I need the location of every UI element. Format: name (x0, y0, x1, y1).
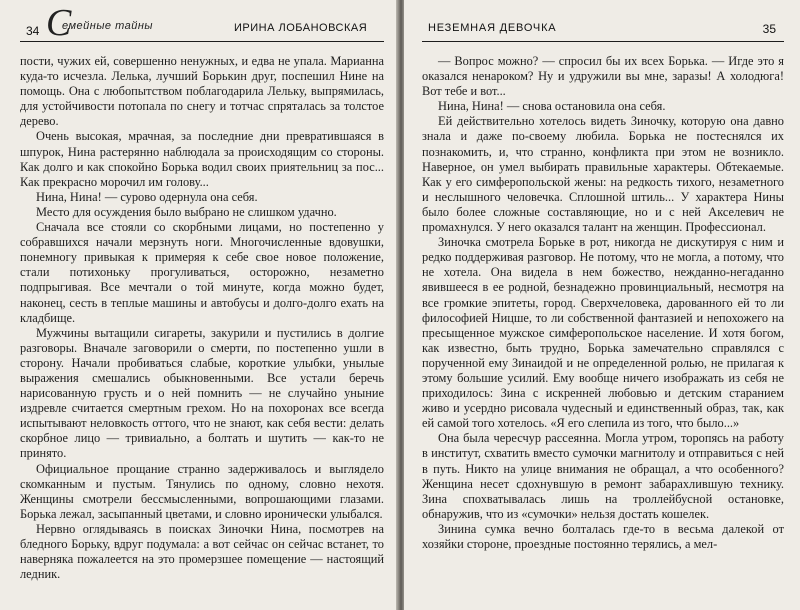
series-title: емейные тайны (62, 20, 154, 32)
paragraph: Зинина сумка вечно болталась где-то в весьма далекой от хозяйки стороне, проездные постоянно терялись, а мел- (422, 521, 784, 551)
right-running-header (422, 0, 784, 42)
paragraph: Официальное прощание странно задерживалось и выглядело скомканным и пустым. Тянулись по одному, словно нехотя. Женщины смотрели бессмысленными, вопрошающими глазами. Борька лежал, засыпанный цветами, и словно иронически улыбался. (20, 461, 384, 521)
paragraph: Нина, Нина! — снова остановила она себя. (438, 99, 666, 114)
paragraph: пости, чужих ей, совершенно ненужных, и едва не упала. Марианна куда-то исчезла. Лелька, лучший Борькин друг, поспешил Нине на помощь. Она с любопытством поблагодарила Лельку, выпрямилась, для устойчивости потопала по снегу и тотчас спряталась за толстое дерево. (20, 54, 384, 129)
paragraph: Ей действительно хотелось видеть Зиночку, которую она давно знала и даже по-своему любила. Борька не постеснялся их познакомить, и, что странно, конфликта при этом не возникло. Наверное, он умел выбирать правильные характеры. Обтекаемые. Как у его симферопольской жены: на редкость тихого, незаметного и неслышного человечка. Сплошной штиль... У характера Нины было более сложные составляющие, но и с ней Акселевич не промахнулся. У него оказался талант на женщин. Профессионал. (422, 114, 784, 235)
paragraph: Зиночка смотрела Борьке в рот, никогда не дискутируя с ним и редко поддерживая разговор. Не потому, что не могла, а потому, что не хотела. Она видела в нем божество, нежданно-негаданно явившееся в ее родной, безнадежно провинциальный, несмотря на все громкие эпитеты, город. Сверхчеловека, дарованного ей то ли философией Ницше, то ли собственной фантазией и непохожего на пресыщенное мужское симферопольское население. И хотя богом, как известно, быть трудно, Борька замечательно справлялся с порученной ему Зинаидой и не определенной ролью, не прилагая к этому большие усилий. Ему вообще ничего изображать из себя не приходилось: Зина с искренней любовью и детским старанием живо и усердно рисовала чудесный и единственный образ, так, как ей самой того хотелось. «Я его слепила из того, что было...» (422, 235, 784, 431)
book-title: НЕЗЕМНАЯ ДЕВОЧКА (428, 22, 557, 34)
paragraph: Место для осуждения было выбрано не слишком удачно. (36, 204, 337, 219)
left-page (0, 0, 398, 610)
left-page-text (20, 54, 384, 582)
left-running-header (20, 0, 384, 42)
paragraph: Она была чересчур рассеянна. Могла утром, торопясь на работу в институт, схватить вместо сумочки магнитолу и отправиться с ней в путь. Никто на улице внимания не обращал, а что особенного? Женщина несет сдохнувшую в ремонт забарахлившую технику. Зина спохватывалась лишь на троллейбусной остановке, обнаружив, что из «сумочки» нельзя достать кошелек. (422, 431, 784, 521)
paragraph: Нина, Нина! — сурово одернула она себя. (36, 189, 258, 204)
right-page (404, 0, 800, 610)
left-page-number: 34 (26, 24, 40, 38)
paragraph: Сначала все стояли со скорбными лицами, но постепенно у собравшихся начали мерзнуть ноги. Многочисленные вдовушки, понемногу привыкая к примеряя к себе свое новое положение, стали потихоньку прогуливаться, осторожно, незаметно подпрыгивая. Все мечтали о той минуте, когда можно будет, наконец, сесть в теплые машины и автобусы и долго-долго ехать на кладбище. (20, 220, 384, 325)
paragraph: Мужчины вытащили сигареты, закурили и пустились в долгие разговоры. Вначале заговорили о смерти, по постепенно ушли в сторону. Начали пробиваться слабые, короткие улыбки, унылые выражения смешались обыкновенными. Все устали беречь нарисованную грусть и о ней помнить — не случайно уныние издревле считается смертным грехом. Но на похоронах все всегда испытывают неловкость оттого, что не знают, как себя вести: делать скорбное лицо — тривиально, а болтать и шутить — как-то не принято. (20, 325, 384, 461)
paragraph: Нервно оглядываясь в поисках Зиночки Нина, посмотрев на бледного Борьку, вдруг подумала: а вот сейчас он сейчас встанет, то наверняка пожалеется на это промерзшее помещение — настоящий ледник. (20, 521, 384, 582)
series-initial: С (46, 2, 72, 44)
right-page-text (422, 54, 784, 552)
right-page-number: 35 (762, 22, 776, 36)
paragraph: Очень высокая, мрачная, за последние дни превратившаяся в шпурок, Нина растерянно наблюдала за происходящим со стороны. Как долго и как спокойно Борька водил своих приятельниц за пос... Как прекрасно морочил им голову... (20, 129, 384, 189)
author-name: ИРИНА ЛОБАНОВСКАЯ (234, 22, 368, 34)
paragraph: — Вопрос можно? — спросил бы их всех Борька. — Игде это я оказался ненароком? Ну и удружили вы мне, заразы! А холодюга! Вот тебе и вот... (422, 54, 784, 99)
